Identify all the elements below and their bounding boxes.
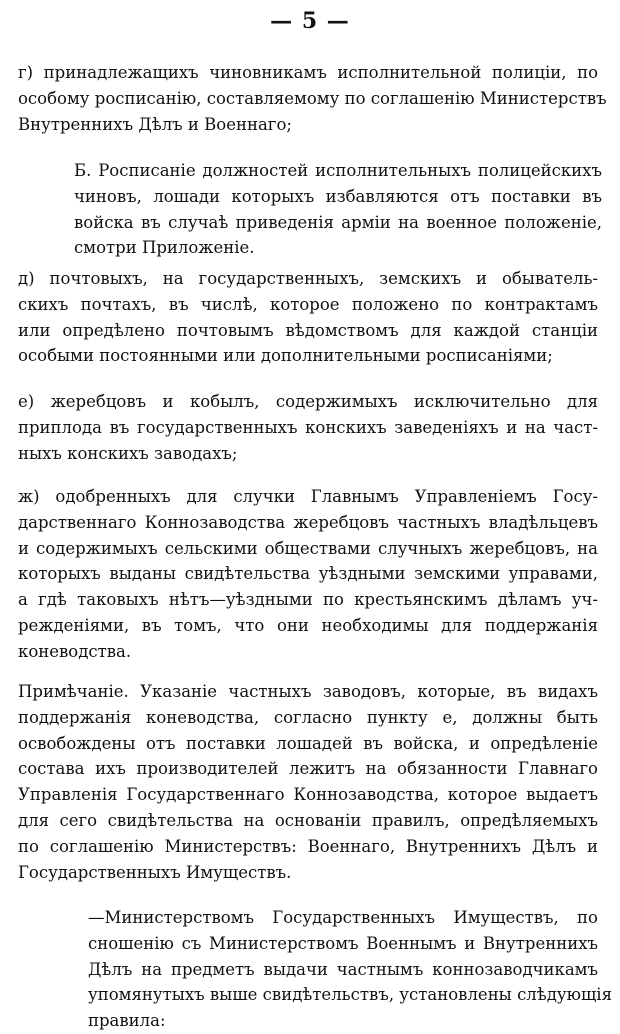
paragraph-e <box>18 389 598 466</box>
text-line: д) почтовыхъ, на государственныхъ, земскихъ и обыватель- <box>18 269 598 288</box>
text-line: Дѣлъ на предметъ выдачи частнымъ коннозаводчикамъ <box>88 959 598 979</box>
text-line: войска въ случаѣ приведенія арміи на военное положеніе, <box>74 212 602 232</box>
text-line: поддержанія коневодства, согласно пункту е, должны быть <box>18 707 598 727</box>
text-line: а гдѣ таковыхъ нѣтъ—уѣздными по крестьянскимъ дѣламъ уч- <box>18 590 598 610</box>
text-line: смотри Приложеніе. <box>74 238 255 258</box>
text-line: ж) одобренныхъ для случки Главнымъ Управленіемъ Госу- <box>18 487 598 506</box>
paragraph-zh <box>18 484 598 665</box>
paragraph-note <box>18 679 598 885</box>
text-line: по соглашенію Министерствъ: Военнаго, Внутреннихъ Дѣлъ и <box>18 836 598 856</box>
paragraph-b <box>74 158 602 261</box>
text-line: Государственныхъ Имуществъ. <box>18 862 292 882</box>
paragraph-g <box>18 60 607 137</box>
text-line: особому росписанію, составляемому по соглашенію Министерствъ <box>18 88 607 108</box>
text-line: упомянутыхъ выше свидѣтельствъ, установлены слѣдующія <box>88 985 612 1005</box>
text-line: освобождены отъ поставки лошадей въ войска, и опредѣленіе <box>18 733 598 753</box>
text-line: которыхъ выданы свидѣтельства уѣздными земскими управами, <box>18 564 598 584</box>
text-line: —Министерствомъ Государственныхъ Имуществъ, по <box>88 908 598 927</box>
text-line: коневодства. <box>18 641 132 661</box>
text-line: г) принадлежащихъ чиновникамъ исполнительной полиціи, по <box>18 63 598 82</box>
text-line: дарственнаго Коннозаводства жеребцовъ частныхъ владѣльцевъ <box>18 512 598 532</box>
text-line: особыми постоянными или дополнительными росписаніями; <box>18 346 553 366</box>
text-line: правила: <box>88 1011 166 1031</box>
paragraph-d <box>18 266 598 369</box>
text-line: и содержимыхъ сельскими обществами случныхъ жеребцовъ, на <box>18 538 598 558</box>
text-line: е) жеребцовъ и кобылъ, содержимыхъ исключительно для <box>18 392 598 411</box>
text-line: Примѣчаніе. Указаніе частныхъ заводовъ, которые, въ видахъ <box>18 682 598 701</box>
paragraph-final <box>88 905 612 1034</box>
text-line: для сего свидѣтельства на основаніи правилъ, опредѣляемыхъ <box>18 810 598 830</box>
page-number: — 5 — <box>270 8 350 34</box>
text-line: Внутреннихъ Дѣлъ и Военнаго; <box>18 114 292 134</box>
text-line: Управленія Государственнаго Коннозаводства, которое выдаетъ <box>18 785 598 805</box>
text-line: состава ихъ производителей лежитъ на обязанности Главнаго <box>18 759 598 779</box>
text-line: сношенію съ Министерствомъ Военнымъ и Внутреннихъ <box>88 933 598 953</box>
text-line: ныхъ конскихъ заводахъ; <box>18 443 238 463</box>
text-line: скихъ почтахъ, въ числѣ, которое положено по контрактамъ <box>18 294 598 314</box>
text-line: режденіями, въ томъ, что они необходимы для поддержанія <box>18 615 598 635</box>
text-line: приплода въ государственныхъ конскихъ заведеніяхъ и на част- <box>18 417 598 437</box>
text-line: чиновъ, лошади которыхъ избавляются отъ поставки въ <box>74 186 602 206</box>
text-line: Б. Росписаніе должностей исполнительныхъ полицейскихъ <box>74 161 602 180</box>
text-line: или опредѣлено почтовымъ вѣдомствомъ для каждой станціи <box>18 320 598 340</box>
